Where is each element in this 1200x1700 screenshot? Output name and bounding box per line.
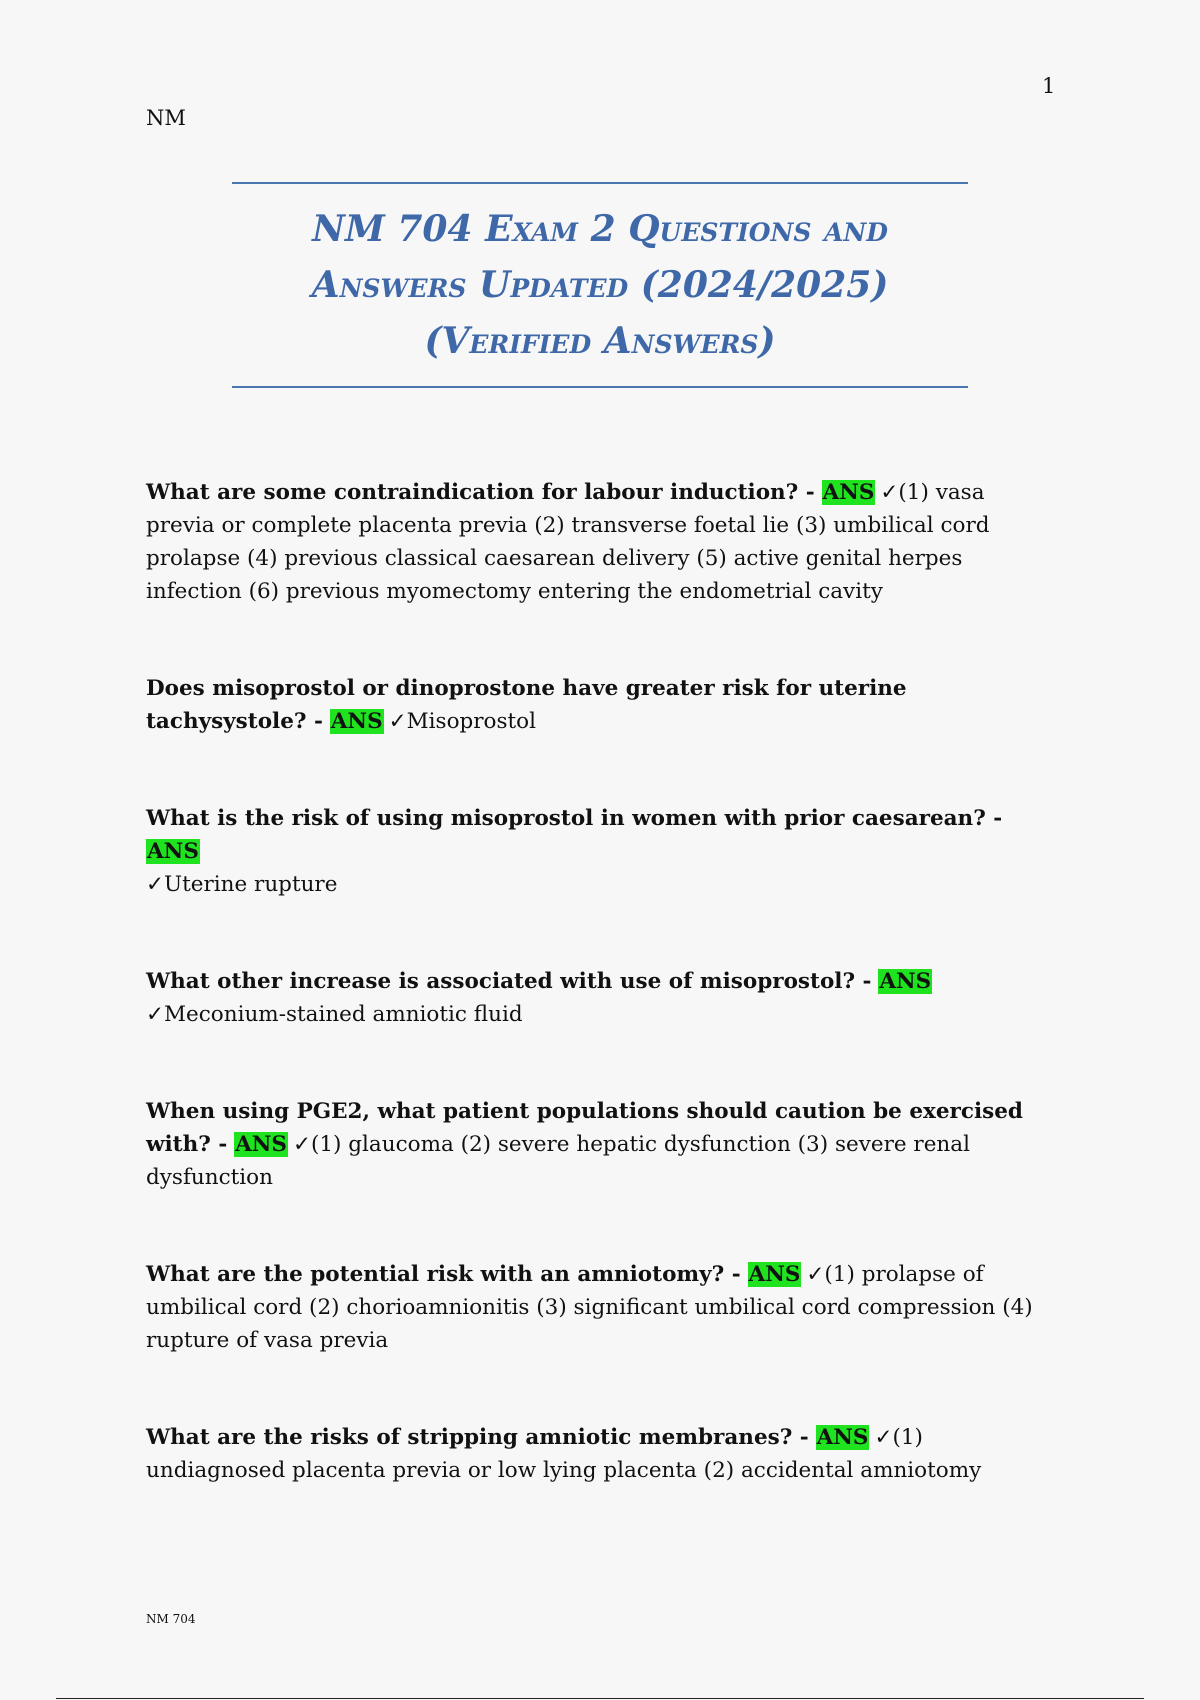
answer-text: Uterine rupture xyxy=(164,872,338,897)
answer-text: Misoprostol xyxy=(406,709,536,734)
qa-item xyxy=(146,965,1052,1031)
check-mark-icon: ✓ xyxy=(874,1425,893,1450)
answer-text: (1) vasa previa or complete placenta previa (2) transverse foetal lie (3) umbilical cord prolapse (4) previous classical caesarean delivery (5) active genital herpes infection (6) previous myomectomy entering the endometrial cavity xyxy=(146,480,990,604)
title-line-1: NM 704 Exam 2 Questions and xyxy=(312,208,888,250)
question-text: Does misoprostol or dinoprostone have greater risk for uterine tachysystole? - xyxy=(146,676,907,734)
question-text: What are the potential risk with an amniotomy? - xyxy=(146,1262,741,1287)
question-text: What other increase is associated with use of misoprostol? - xyxy=(146,969,872,994)
check-mark-icon: ✓ xyxy=(146,872,165,897)
ans-tag: ANS xyxy=(147,839,199,864)
page-number: 1 xyxy=(1042,74,1056,98)
qa-item xyxy=(146,476,1052,608)
ans-tag: ANS xyxy=(235,1132,287,1157)
check-mark-icon: ✓ xyxy=(146,1002,165,1027)
qa-item xyxy=(146,802,1052,901)
footer-label: NM 704 xyxy=(146,1612,196,1626)
page-bottom-divider xyxy=(56,1698,1144,1699)
question-text: What is the risk of using misoprostol in women with prior caesarean? - xyxy=(146,806,1003,831)
ans-tag: ANS xyxy=(822,480,875,505)
answer-text: (1) glaucoma (2) severe hepatic dysfunction (3) severe renal dysfunction xyxy=(146,1132,970,1190)
document-title xyxy=(232,182,968,388)
question-text: When using PGE2, what patient populations should caution be exercised with? - xyxy=(146,1099,1023,1157)
answer-text: (1) undiagnosed placenta previa or low lying placenta (2) accidental amniotomy xyxy=(146,1425,982,1483)
title-line-2: Answers Updated (2024/2025) xyxy=(311,264,889,306)
answer-text: Meconium-stained amniotic fluid xyxy=(164,1002,523,1027)
question-text: What are some contraindication for labour induction? - xyxy=(146,480,815,505)
check-mark-icon: ✓ xyxy=(880,480,899,505)
check-mark-icon: ✓ xyxy=(388,709,407,734)
check-mark-icon: ✓ xyxy=(806,1262,825,1287)
answer-text: (1) prolapse of umbilical cord (2) chorioamnionitis (3) significant umbilical cord compression (4) rupture of vasa previa xyxy=(146,1262,1033,1353)
check-mark-icon: ✓ xyxy=(292,1132,311,1157)
ans-tag: ANS xyxy=(330,709,383,734)
qa-list xyxy=(146,476,1052,1487)
title-line-3: (Verified Answers) xyxy=(424,320,776,362)
ans-tag: ANS xyxy=(748,1262,801,1287)
header-label: NM xyxy=(146,106,186,130)
qa-item xyxy=(146,1421,1052,1487)
qa-item xyxy=(146,1095,1052,1194)
ans-tag: ANS xyxy=(816,1425,869,1450)
question-text: What are the risks of stripping amniotic membranes? - xyxy=(146,1425,809,1450)
ans-tag: ANS xyxy=(879,969,932,994)
qa-item xyxy=(146,672,1052,738)
qa-item xyxy=(146,1258,1052,1357)
